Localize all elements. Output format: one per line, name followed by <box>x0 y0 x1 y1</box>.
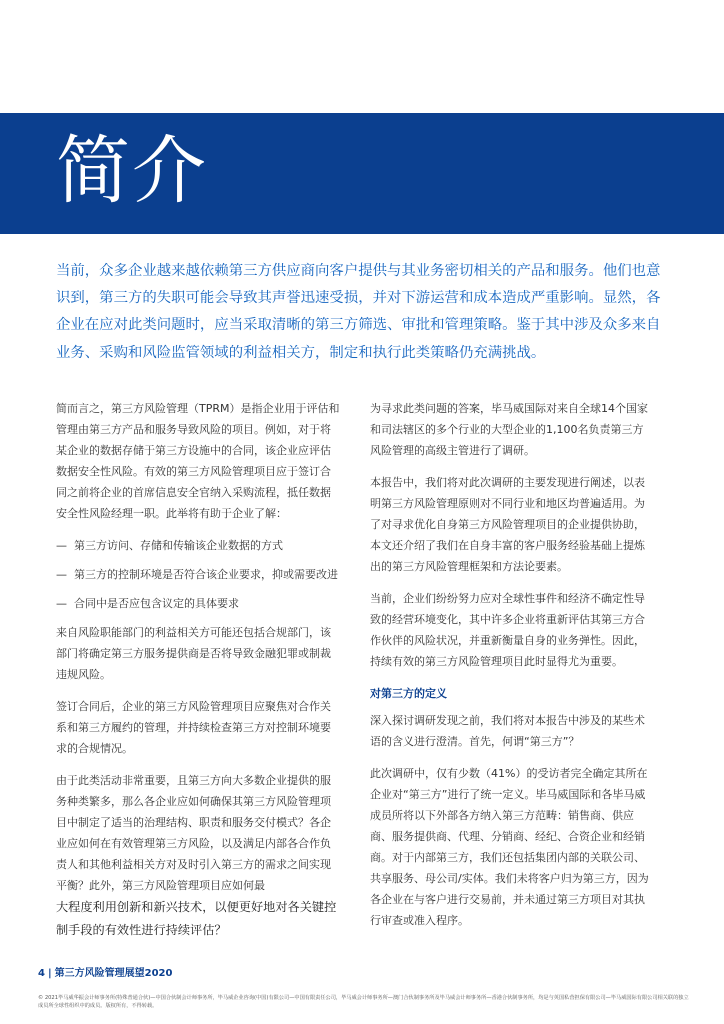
right-paragraph-2: 本报告中，我们将对此次调研的主要发现进行阐述，以表明第三方风险管理原则对不同行业和地区均普遍适用。为了对寻求优化自身第三方风险管理项目的企业提供协助，本文还介绍了我们在自身丰富的客户服务经验基础上提炼出的第三方风险管理框架和方法论要素。 <box>370 476 645 573</box>
title-banner <box>0 113 724 234</box>
list-item-text: 第三方访问、存储和传输该企业数据的方式 <box>74 539 283 552</box>
section-heading: 对第三方的定义 <box>370 687 447 700</box>
list-item-text: 合同中是否应包含议定的具体要求 <box>74 597 239 610</box>
right-paragraph-4: 深入探讨调研发现之前，我们将对本报告中涉及的某些术语的含义进行澄清。首先，何谓“第三方”？ <box>370 714 645 748</box>
left-paragraph-1: 简而言之，第三方风险管理（TPRM）是指企业用于评估和管理由第三方产品和服务导致风险的项目。例如，对于将某企业的数据存储于第三方设施中的合同，该企业应评估数据安全性风险。有效的第三方风险管理项目应于签订合同之前将企业的首席信息安全官纳入采购流程，抵任数据安全性风险经理一职。此举将有助于企业了解： <box>56 402 340 520</box>
page-title: 简介 <box>56 128 208 214</box>
left-paragraph-4-emphasis: 大程度利用创新和新兴技术，以便更好地对各关键控制手段的有效性进行持续评估？ <box>56 900 337 937</box>
left-paragraph-2: 来自风险职能部门的利益相关方可能还包括合规部门，该部门将确定第三方服务提供商是否将导致金融犯罪或制裁违规风险。 <box>56 626 331 681</box>
bullet-list <box>56 535 340 614</box>
intro-paragraph: 当前，众多企业越来越依赖第三方供应商向客户提供与其业务密切相关的产品和服务。他们也意识到，第三方的失职可能会导致其声誉迅速受损，并对下游运营和成本造成严重影响。显然，各企业在应对此类问题时，应当采取清晰的第三方筛选、审批和管理策略。鉴于其中涉及众多来自业务、采购和风险监管领域的利益相关方，制定和执行此类策略仍充满挑战。 <box>56 263 661 361</box>
dash-marker: — <box>56 568 67 581</box>
right-paragraph-5: 此次调研中，仅有少数（41%）的受访者完全确定其所在企业对“第三方”进行了统一定义。毕马威国际和各毕马威成员所将以下外部各方纳入第三方范畴：销售商、供应商、服务提供商、代理、分销商、经纪、合资企业和经销商。对于内部第三方，我们还包括集团内部的关联公司、共享服务、母公司/实体。我们未将客户归为第三方，因为各企业在与客户进行交易前，并未通过第三方项目对其执行审查或准入程序。 <box>370 767 649 927</box>
page-footer <box>38 967 172 981</box>
right-paragraph-1: 为寻求此类问题的答案，毕马威国际对来自全球14个国家和司法辖区的多个行业的大型企业的1,100名负责第三方风险管理的高级主管进行了调研。 <box>370 402 648 457</box>
list-item <box>56 535 340 556</box>
list-item <box>56 593 340 614</box>
right-paragraph-3: 当前，企业们纷纷努力应对全球性事件和经济不确定性导致的经营环境变化，其中许多企业将重新评估其第三方合作伙伴的风险状况，并重新衡量自身的业务弹性。因此，持续有效的第三方风险管理项目此时显得尤为重要。 <box>370 592 645 668</box>
dash-marker: — <box>56 597 67 610</box>
report-title: 第三方风险管理展望2020 <box>54 968 173 979</box>
right-column <box>370 398 654 942</box>
left-column <box>56 398 340 941</box>
list-item-text: 第三方的控制环境是否符合该企业要求，抑或需要改进 <box>74 568 338 581</box>
dash-marker: — <box>56 539 67 552</box>
list-item <box>56 564 340 585</box>
footer-separator: | <box>47 968 52 979</box>
left-paragraph-4: 由于此类活动非常重要，且第三方向大多数企业提供的服务种类繁多，那么各企业应如何确保其第三方风险管理项目中制定了适当的治理结构、职责和服务交付模式？各企业应如何在有效管理第三方风险，以及满足内部各合作负责人和其他利益相关方对及时引入第三方的需求之间实现平衡？此外，第三方风险管理项目应如何最 <box>56 774 331 892</box>
left-paragraph-3: 签订合同后，企业的第三方风险管理项目应聚焦对合作关系和第三方履约的管理，并持续检查第三方对控制环境要求的合规情况。 <box>56 700 331 755</box>
copyright-notice: © 2021毕马威华振会计师事务所(特殊普通合伙)—中国合伙制会计师事务所，毕马威企业咨询(中国)有限公司—中国有限责任公司，毕马威会计师事务所—澳门合伙制事务所及毕马威会计师事务所—香港合伙制事务所，均是与英国私营担保有限公司—毕马威国际有限公司相关联的独立成员所全球性组织中的成员。版权所有，不得转载。 <box>38 995 689 1009</box>
page-number: 4 <box>38 968 45 979</box>
